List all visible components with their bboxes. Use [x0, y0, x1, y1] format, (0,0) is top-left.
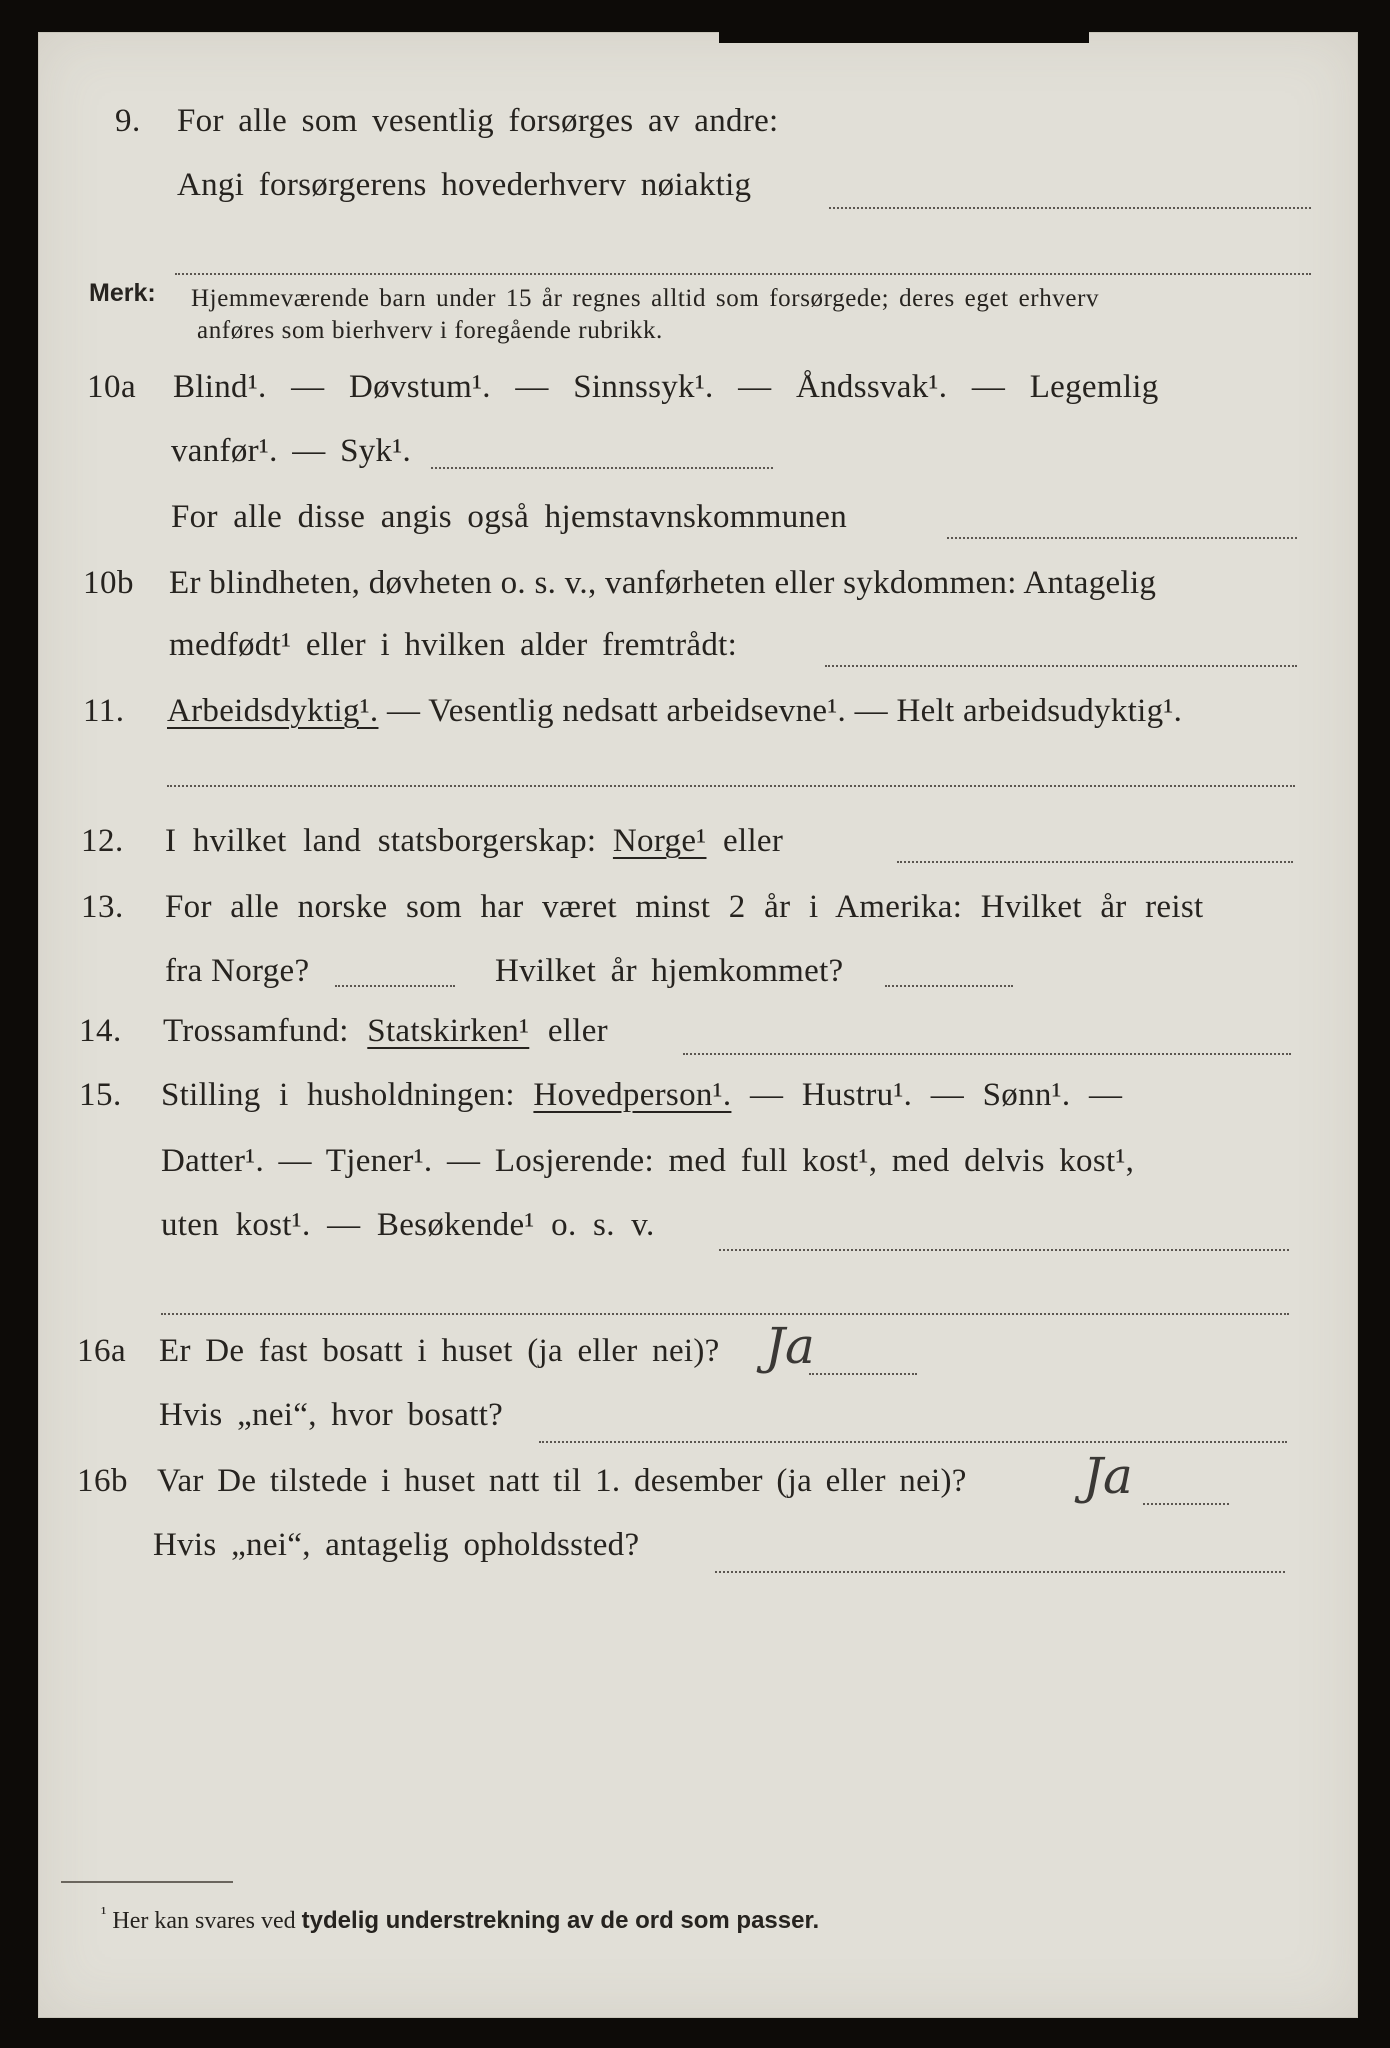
q13-hjemkommet-line[interactable]	[885, 985, 1013, 987]
q13-line2a: fra Norge?	[165, 953, 310, 989]
q14-selected-option[interactable]: Statskirken¹	[367, 1013, 530, 1049]
q10a-line1: Blind¹. — Døvstum¹. — Sinnssyk¹. — Åndssvak¹. — Legemlig	[173, 369, 1159, 405]
q16a-answer-line[interactable]	[809, 1373, 917, 1375]
q10b-number: 10b	[83, 565, 134, 601]
q9-line1: For alle som vesentlig forsørges av andre:	[177, 103, 779, 139]
q10a-answer-line[interactable]	[431, 467, 773, 469]
q11-line: Arbeidsdyktig¹. — Vesentlig nedsatt arbeidsevne¹. — Helt arbeidsudyktig¹.	[167, 693, 1183, 729]
q13-reist-line[interactable]	[335, 985, 455, 987]
q16a-line2: Hvis „nei“, hvor bosatt?	[159, 1397, 504, 1433]
q10a-line2: vanfør¹. — Syk¹.	[171, 433, 412, 469]
q10b-answer-line[interactable]	[825, 665, 1297, 667]
q16b-handwritten-answer[interactable]: Ja	[1083, 1447, 1133, 1505]
q16b-opholdssted-line[interactable]	[715, 1571, 1285, 1573]
page-top-notch	[719, 29, 1089, 43]
q10b-line2: medfødt¹ eller i hvilken alder fremtrådt:	[169, 627, 738, 663]
q11-selected-option[interactable]: Arbeidsdyktig¹.	[167, 693, 379, 729]
q14-number: 14.	[79, 1013, 122, 1049]
footnote-rule	[61, 1881, 233, 1883]
q16b-number: 16b	[77, 1463, 128, 1499]
q15-number: 15.	[79, 1077, 122, 1113]
q12-number: 12.	[81, 823, 124, 859]
merk-line2: anføres som bierhverv i foregående rubrikk.	[197, 317, 663, 344]
q16a-number: 16a	[77, 1333, 127, 1369]
q16a-line1: Er De fast bosatt i huset (ja eller nei)?	[159, 1333, 720, 1369]
q15-answer-line[interactable]	[719, 1249, 1289, 1251]
q9-number: 9.	[115, 103, 141, 139]
q14-line: Trossamfund: Statskirken¹ eller	[163, 1013, 608, 1049]
q13-number: 13.	[81, 889, 124, 925]
q15-line1: Stilling i husholdningen: Hovedperson¹. — Hustru¹. — Sønn¹. —	[161, 1077, 1123, 1113]
q9-answer-line[interactable]	[829, 207, 1311, 209]
q13-line2b: Hvilket år hjemkommet?	[495, 953, 844, 989]
q14-answer-line[interactable]	[683, 1053, 1291, 1055]
q15-selected-option[interactable]: Hovedperson¹.	[533, 1077, 732, 1113]
q16b-line2: Hvis „nei“, antagelig opholdssted?	[153, 1527, 640, 1563]
q11-number: 11.	[83, 693, 125, 729]
q12-line: I hvilket land statsborgerskap: Norge¹ eller	[165, 823, 784, 859]
footnote: $^{^1}$ Her kan svares ved tydelig understrekning av de ord som passer.	[101, 1903, 820, 1934]
q10b-line1: Er blindheten, døvheten o. s. v., vanførheten eller sykdommen: Antagelig	[169, 565, 1157, 601]
q11-answer-line[interactable]	[167, 785, 1295, 787]
merk-label: Merk:	[89, 279, 156, 307]
q9-answer-line-2[interactable]	[175, 273, 1311, 275]
merk-line1: Hjemmeværende barn under 15 år regnes alltid som forsørgede; deres eget erhverv	[191, 285, 1100, 312]
q16b-answer-line[interactable]	[1143, 1503, 1229, 1505]
q10a-kommune-line[interactable]	[947, 537, 1297, 539]
q16a-handwritten-answer[interactable]: Ja	[765, 1317, 815, 1375]
q15-line2: Datter¹. — Tjener¹. — Losjerende: med full kost¹, med delvis kost¹,	[161, 1143, 1135, 1179]
q15-line3: uten kost¹. — Besøkende¹ o. s. v.	[161, 1207, 655, 1243]
q12-selected-option[interactable]: Norge¹	[612, 823, 707, 859]
q9-line2: Angi forsørgerens hovederhverv nøiaktig	[177, 167, 752, 203]
census-form-page	[38, 32, 1358, 2018]
q10a-number: 10a	[87, 369, 137, 405]
q16b-line1: Var De tilstede i huset natt til 1. desember (ja eller nei)?	[157, 1463, 967, 1499]
q12-answer-line[interactable]	[897, 861, 1293, 863]
q16a-bosatt-line[interactable]	[539, 1441, 1287, 1443]
q15-answer-line-2[interactable]	[161, 1313, 1289, 1315]
q13-line1: For alle norske som har været minst 2 år i Amerika: Hvilket år reist	[165, 889, 1204, 925]
q10a-line3: For alle disse angis også hjemstavnskommunen	[171, 499, 848, 535]
